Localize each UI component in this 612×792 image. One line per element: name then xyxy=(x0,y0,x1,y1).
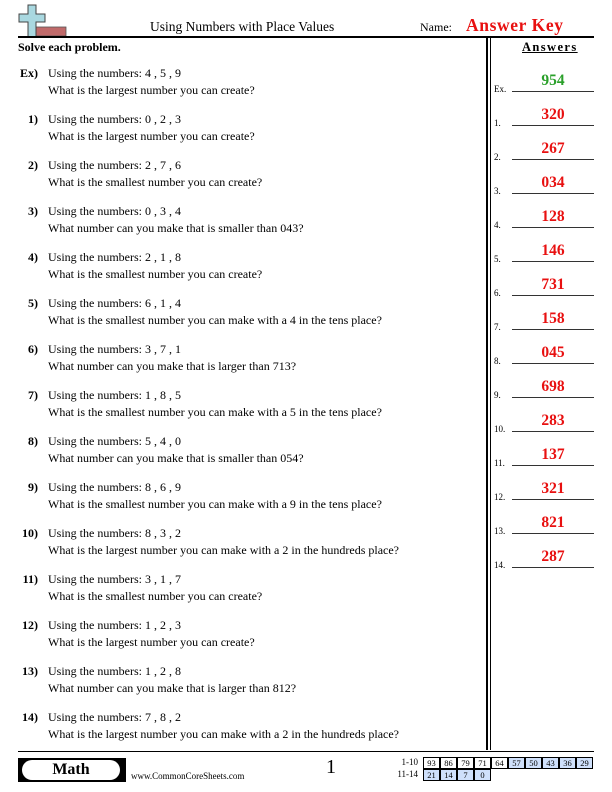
problem-number: 14) xyxy=(22,710,38,724)
answer-label: 11. xyxy=(494,458,505,468)
problem-item xyxy=(0,112,480,152)
answer-value: 034 xyxy=(541,174,565,191)
name-label: Name: xyxy=(420,20,452,34)
answer-value: 320 xyxy=(541,106,565,123)
answer-label: 7. xyxy=(494,322,501,332)
problem-question: What number can you make that is larger than 812? xyxy=(48,681,297,695)
answer-label: 14. xyxy=(494,560,506,570)
answer-label: 3. xyxy=(494,186,501,196)
answer-value: 321 xyxy=(541,480,565,497)
answer-value: 128 xyxy=(541,208,565,225)
answer-item xyxy=(494,338,610,368)
answer-label: 5. xyxy=(494,254,501,264)
score-cell: 21 xyxy=(423,769,440,781)
problem-number: 13) xyxy=(22,664,38,678)
score-cell: 86 xyxy=(440,757,457,769)
problem-question: What number can you make that is larger than 713? xyxy=(48,359,297,373)
problem-question: What is the largest number you can make with a 2 in the hundreds place? xyxy=(48,543,399,557)
answer-line xyxy=(512,295,594,296)
problem-numbers: Using the numbers: 2 , 1 , 8 xyxy=(48,250,181,264)
problem-question: What is the smallest number you can create? xyxy=(48,267,263,281)
answer-value: 045 xyxy=(541,344,565,361)
answer-line xyxy=(512,533,594,534)
problem-item xyxy=(0,572,480,612)
answer-line xyxy=(512,363,594,364)
score-row-label: 1-10 xyxy=(401,757,418,767)
problem-item xyxy=(0,342,480,382)
answer-value: 137 xyxy=(541,446,565,463)
answer-line xyxy=(512,193,594,194)
problem-item xyxy=(0,710,480,750)
answer-item xyxy=(494,168,610,198)
problem-question: What is the smallest number you can make with a 9 in the tens place? xyxy=(48,497,382,511)
problem-number: 3) xyxy=(28,204,38,218)
worksheet-title: Using Numbers with Place Values xyxy=(150,19,335,34)
score-cell: 36 xyxy=(559,757,576,769)
problem-item xyxy=(0,204,480,244)
name-value: Answer Key xyxy=(466,15,564,35)
problem-numbers: Using the numbers: 6 , 1 , 4 xyxy=(48,296,181,310)
score-cell: 50 xyxy=(525,757,542,769)
problem-item xyxy=(0,250,480,290)
problem-item xyxy=(0,526,480,566)
answer-item xyxy=(494,406,610,436)
score-cell: 64 xyxy=(491,757,508,769)
answer-value: 146 xyxy=(541,242,565,259)
problem-question: What is the smallest number you can create? xyxy=(48,175,263,189)
problem-numbers: Using the numbers: 1 , 2 , 3 xyxy=(48,618,181,632)
answer-item xyxy=(494,508,610,538)
column-divider xyxy=(486,38,488,750)
problem-item xyxy=(0,66,480,106)
problem-numbers: Using the numbers: 3 , 1 , 7 xyxy=(48,572,181,586)
site-url: www.CommonCoreSheets.com xyxy=(131,771,245,781)
problem-numbers: Using the numbers: 0 , 3 , 4 xyxy=(48,204,181,218)
problem-number: 1) xyxy=(28,112,38,126)
answer-line xyxy=(512,431,594,432)
problem-numbers: Using the numbers: 1 , 8 , 5 xyxy=(48,388,181,402)
problem-question: What is the smallest number you can create? xyxy=(48,589,263,603)
column-divider-inner xyxy=(490,38,491,750)
score-cell: 43 xyxy=(542,757,559,769)
subject-badge: Math xyxy=(22,760,120,780)
problem-number: 10) xyxy=(22,526,38,540)
score-cell: 29 xyxy=(576,757,593,769)
answer-label: 8. xyxy=(494,356,501,366)
problem-question: What is the largest number you can create? xyxy=(48,83,255,97)
answer-line xyxy=(512,329,594,330)
problem-number: 9) xyxy=(28,480,38,494)
problem-number: 12) xyxy=(22,618,38,632)
answer-item xyxy=(494,474,610,504)
problem-number: 4) xyxy=(28,250,38,264)
problem-item xyxy=(0,296,480,336)
answers-heading: Answers xyxy=(522,40,578,54)
answer-value: 283 xyxy=(541,412,565,429)
answer-line xyxy=(512,261,594,262)
header-divider xyxy=(18,36,594,38)
problem-question: What number can you make that is smaller than 054? xyxy=(48,451,304,465)
problem-item xyxy=(0,480,480,520)
answer-line xyxy=(512,159,594,160)
problem-number: 6) xyxy=(28,342,38,356)
answer-line xyxy=(512,397,594,398)
answer-label: 2. xyxy=(494,152,501,162)
answer-item xyxy=(494,270,610,300)
answer-line xyxy=(512,125,594,126)
problem-question: What is the smallest number you can make with a 5 in the tens place? xyxy=(48,405,382,419)
answer-label: 4. xyxy=(494,220,501,230)
problem-item xyxy=(0,388,480,428)
problem-item xyxy=(0,618,480,658)
plus-block-logo-icon xyxy=(18,4,68,38)
answer-value: 731 xyxy=(541,276,565,293)
problem-number: 2) xyxy=(28,158,38,172)
problem-question: What is the largest number you can make with a 2 in the hundreds place? xyxy=(48,727,399,741)
answer-label: 12. xyxy=(494,492,506,502)
score-cell: 57 xyxy=(508,757,525,769)
problem-numbers: Using the numbers: 8 , 6 , 9 xyxy=(48,480,181,494)
answer-item xyxy=(494,100,610,130)
problem-numbers: Using the numbers: 0 , 2 , 3 xyxy=(48,112,181,126)
problem-numbers: Using the numbers: 2 , 7 , 6 xyxy=(48,158,181,172)
problem-item xyxy=(0,158,480,198)
problem-number: 7) xyxy=(28,388,38,402)
answer-value: 821 xyxy=(541,514,565,531)
problem-question: What is the largest number you can create? xyxy=(48,129,255,143)
problem-item xyxy=(0,664,480,704)
problem-numbers: Using the numbers: 5 , 4 , 0 xyxy=(48,434,181,448)
problem-number: 5) xyxy=(28,296,38,310)
problem-question: What is the smallest number you can make with a 4 in the tens place? xyxy=(48,313,382,327)
problem-number: Ex) xyxy=(20,66,38,80)
problem-number: 8) xyxy=(28,434,38,448)
answer-item xyxy=(494,134,610,164)
problem-numbers: Using the numbers: 3 , 7 , 1 xyxy=(48,342,181,356)
answer-value: 287 xyxy=(541,548,565,565)
score-row-label: 11-14 xyxy=(397,769,418,779)
score-cell: 93 xyxy=(423,757,440,769)
problem-numbers: Using the numbers: 4 , 5 , 9 xyxy=(48,66,181,80)
answer-item xyxy=(494,542,610,572)
answer-value: 267 xyxy=(541,140,565,157)
answer-label: Ex. xyxy=(494,84,507,94)
answer-item xyxy=(494,304,610,334)
answer-line xyxy=(512,227,594,228)
problem-item xyxy=(0,434,480,474)
answer-item xyxy=(494,66,610,96)
answer-line xyxy=(512,567,594,568)
answer-item xyxy=(494,440,610,470)
score-cell: 71 xyxy=(474,757,491,769)
answer-line xyxy=(512,499,594,500)
answer-item xyxy=(494,202,610,232)
problem-numbers: Using the numbers: 1 , 2 , 8 xyxy=(48,664,181,678)
answer-item xyxy=(494,372,610,402)
answer-label: 9. xyxy=(494,390,501,400)
problem-numbers: Using the numbers: 7 , 8 , 2 xyxy=(48,710,181,724)
score-cell: 14 xyxy=(440,769,457,781)
answer-label: 13. xyxy=(494,526,506,536)
answer-value: 158 xyxy=(541,310,565,327)
score-cell: 7 xyxy=(457,769,474,781)
answer-label: 6. xyxy=(494,288,501,298)
answer-item xyxy=(494,236,610,266)
instructions: Solve each problem. xyxy=(18,40,121,54)
page-number: 1 xyxy=(326,756,336,778)
answer-line xyxy=(512,465,594,466)
footer-divider xyxy=(18,751,594,752)
answer-line xyxy=(512,91,594,92)
score-cell: 79 xyxy=(457,757,474,769)
problem-number: 11) xyxy=(22,572,38,586)
score-cell: 0 xyxy=(474,769,491,781)
answer-label: 1. xyxy=(494,118,501,128)
answer-value: 954 xyxy=(541,72,565,89)
problem-question: What is the largest number you can create? xyxy=(48,635,255,649)
answer-label: 10. xyxy=(494,424,506,434)
answer-value: 698 xyxy=(541,378,565,395)
problem-numbers: Using the numbers: 8 , 3 , 2 xyxy=(48,526,181,540)
problem-question: What number can you make that is smaller than 043? xyxy=(48,221,304,235)
